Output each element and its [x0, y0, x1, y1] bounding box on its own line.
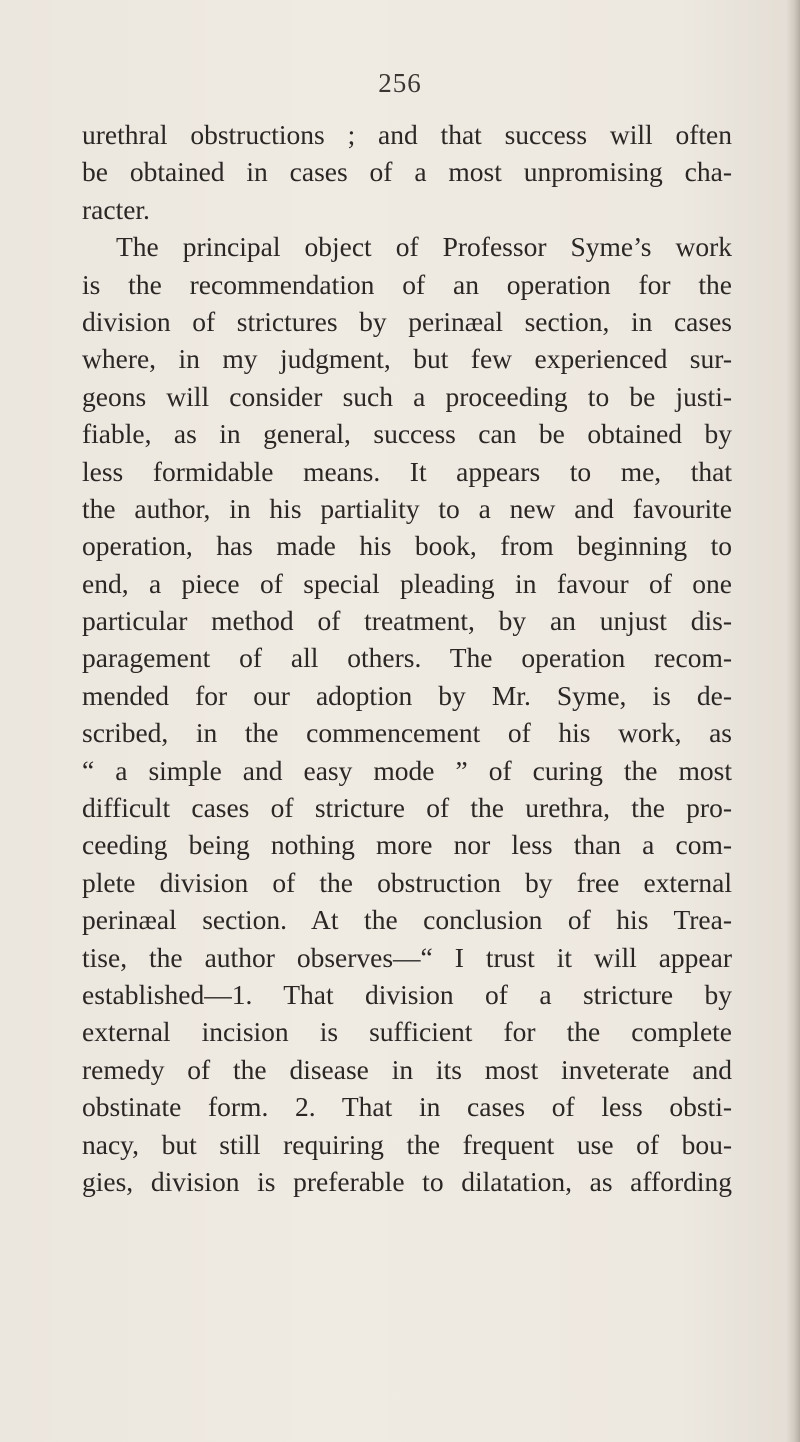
text-line: particular method of treatment, by an unjust dis- — [82, 605, 732, 637]
text-line: The principal object of Professor Syme’s work — [116, 231, 732, 263]
text-line: perinæal section. At the conclusion of his Trea- — [82, 904, 732, 936]
text-line: where, in my judgment, but few experienced sur- — [82, 343, 732, 375]
text-line: division of strictures by perinæal section, in cases — [82, 305, 732, 337]
text-line: obstinate form. 2. That in cases of less obsti- — [82, 1091, 732, 1123]
text-line: fiable, as in general, success can be obtained by — [82, 418, 732, 450]
text-line: less formidable means. It appears to me, that — [82, 455, 732, 487]
text-line: tise, the author observes—“ I trust it will appear — [82, 941, 732, 973]
text-line: end, a piece of special pleading in favour of one — [82, 567, 732, 599]
body-text — [82, 116, 732, 1200]
text-line: the author, in his partiality to a new and favourite — [82, 492, 732, 524]
text-line: gies, division is preferable to dilatation, as affording — [82, 1165, 732, 1197]
text-line: scribed, in the commencement of his work, as — [82, 717, 732, 749]
text-line: “ a simple and easy mode ” of curing the most — [82, 754, 732, 786]
text-line: paragement of all others. The operation recom- — [82, 642, 732, 674]
page-edge-shadow — [786, 0, 800, 1442]
text-line: nacy, but still requiring the frequent use of bou- — [82, 1128, 732, 1160]
page-number: 256 — [378, 68, 422, 98]
text-line: mended for our adoption by Mr. Syme, is de- — [82, 679, 732, 711]
text-line: plete division of the obstruction by free external — [82, 866, 732, 898]
text-line: ceeding being nothing more nor less than a com- — [82, 829, 732, 861]
text-line: racter. — [82, 193, 150, 225]
text-line: geons will consider such a proceeding to be justi- — [82, 380, 732, 412]
text-line: remedy of the disease in its most inveterate and — [82, 1053, 732, 1085]
text-line: external incision is sufficient for the complete — [82, 1016, 732, 1048]
text-line: difficult cases of stricture of the urethra, the pro- — [82, 792, 732, 824]
text-line: urethral obstructions ; and that success will often — [82, 119, 732, 150]
text-line: established—1. That division of a stricture by — [82, 978, 732, 1010]
text-line: be obtained in cases of a most unpromising cha- — [82, 156, 732, 188]
text-line: operation, has made his book, from beginning to — [82, 530, 732, 562]
text-line: is the recommendation of an operation for the — [82, 268, 732, 300]
